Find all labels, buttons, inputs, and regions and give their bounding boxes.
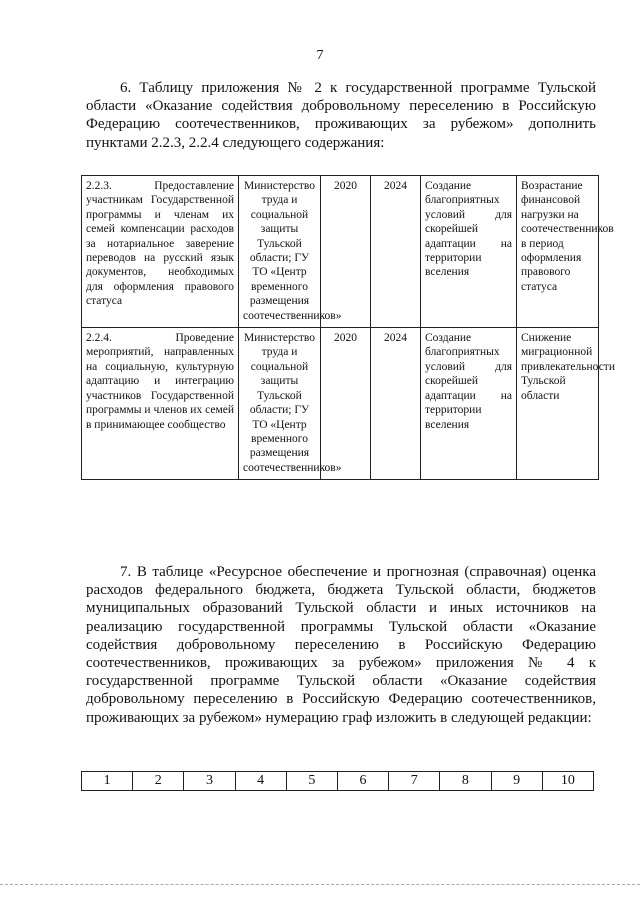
executor-cell: Министерство труда и социальной защиты Тульской области; ГУ ТО «Центр временного размещения соотечественников» — [239, 328, 321, 480]
measures-table — [81, 175, 615, 480]
item-number: 2.2.4. — [86, 332, 112, 345]
column-number: 7 — [389, 772, 440, 791]
column-number: 4 — [235, 772, 286, 791]
result-cell: Снижение миграционной привлекательности Тульской области — [517, 328, 599, 480]
paragraph-6-text: 6. Таблицу приложения № 2 к государственной программе Тульской области «Оказание содействия добровольному переселению в Российскую Федерацию соотечественников, проживающих за рубежом» дополнить пунктами 2.2.3, 2.2.4 следующего содержания: — [86, 80, 596, 151]
table-row — [82, 772, 594, 791]
column-number: 9 — [491, 772, 542, 791]
column-number: 3 — [184, 772, 235, 791]
paragraph-7 — [86, 563, 596, 727]
measure-cell — [82, 176, 239, 328]
column-number: 6 — [337, 772, 388, 791]
end-year-cell: 2024 — [371, 176, 421, 328]
column-number: 2 — [133, 772, 184, 791]
table-row — [82, 176, 599, 328]
goal-cell: Создание благоприятных условий для скорейшей адаптации на территории вселения — [421, 328, 517, 480]
result-cell: Возрастание финансовой нагрузки на соотечественников в период оформления правового статуса — [517, 176, 599, 328]
executor-cell: Министерство труда и социальной защиты Тульской области; ГУ ТО «Центр временного размещения соотечественников» — [239, 176, 321, 328]
column-numbering-table — [81, 771, 594, 791]
end-year-cell: 2024 — [371, 328, 421, 480]
paragraph-7-text: 7. В таблице «Ресурсное обеспечение и прогнозная (справочная) оценка расходов федерального бюджета, бюджета Тульской области, бюджетов муниципальных образований Тульской области и иных источников на реализацию государственной программы Тульской области «Оказание содействия добровольному переселению в Российскую Федерацию соотечественников, проживающих за рубежом» приложения № 4 к государственной программе Тульской области «Оказание содействия добровольному переселению в Российскую Федерацию соотечественников, проживающих за рубежом» нумерацию граф изложить в следующей редакции: — [86, 564, 596, 726]
table-row — [82, 328, 599, 480]
measure-cell — [82, 328, 239, 480]
paragraph-6 — [86, 79, 596, 152]
start-year-cell: 2020 — [321, 176, 371, 328]
column-number: 8 — [440, 772, 491, 791]
column-number: 10 — [542, 772, 593, 791]
column-number: 5 — [286, 772, 337, 791]
column-number: 1 — [82, 772, 133, 791]
item-number: 2.2.3. — [86, 180, 112, 192]
measure-text: Предоставление участникам Государственной программы и членам их семей компенсации расходов за нотариальное заверение переводов на русский язык документов, необходимых для оформления правового статуса — [86, 180, 234, 308]
page-number: 7 — [316, 48, 324, 63]
measure-text: Проведение мероприятий, направленных на социальную, культурную адаптацию и интеграцию участников Государственной программы и членов их семей в принимающее сообщество — [86, 332, 234, 431]
goal-cell: Создание благоприятных условий для скорейшей адаптации на территории вселения — [421, 176, 517, 328]
scan-edge-divider — [0, 884, 640, 885]
start-year-cell: 2020 — [321, 328, 371, 480]
